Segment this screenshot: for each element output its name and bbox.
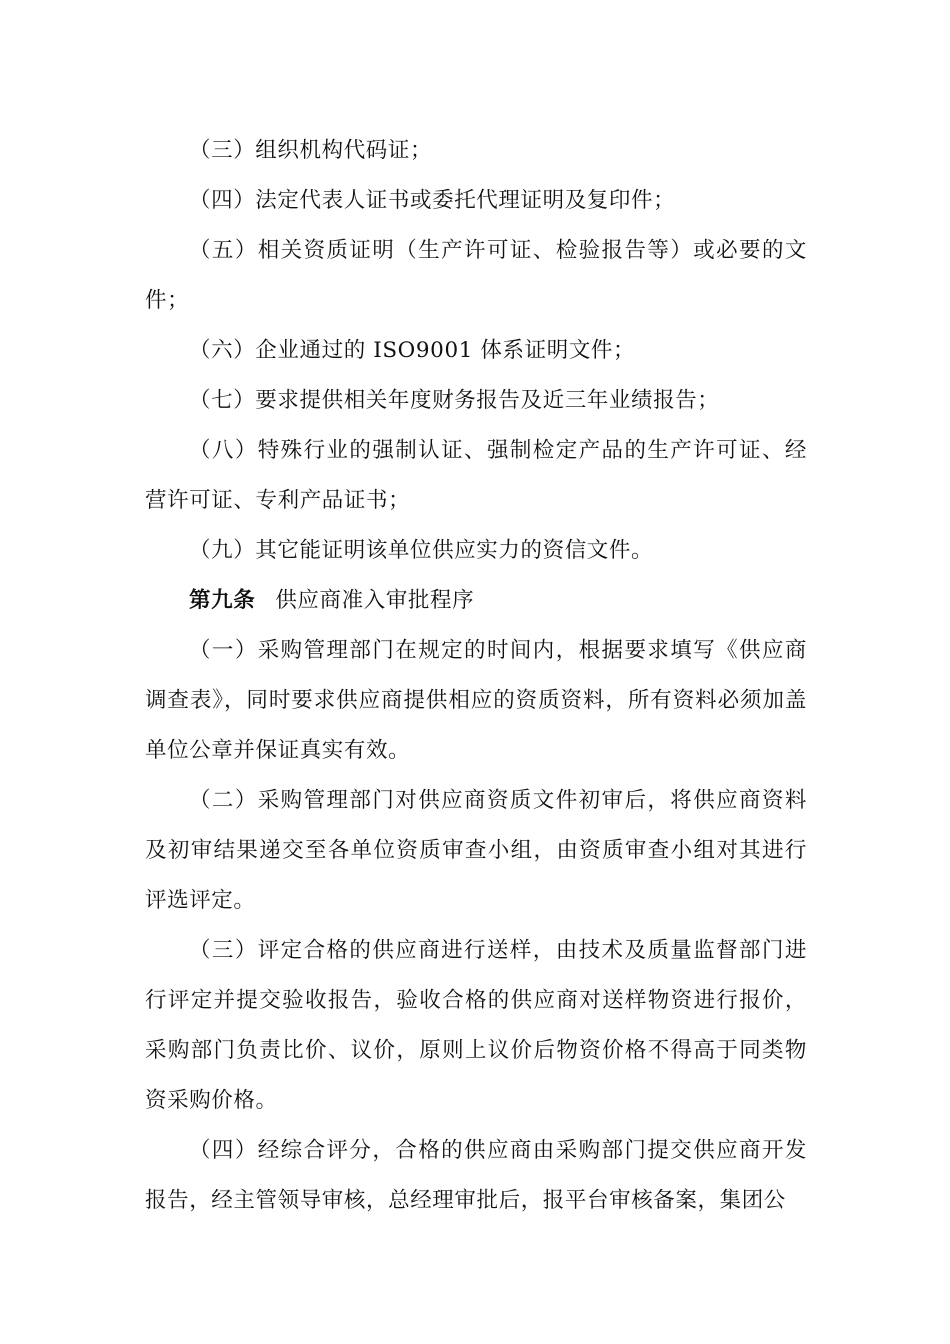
article-heading bbox=[145, 576, 807, 626]
list-item-7: （七）要求提供相关年度财务报告及近三年业绩报告； bbox=[189, 388, 720, 413]
procedure-step-4: （四）经综合评分，合格的供应商由采购部门提交供应商开发报告，经主管领导审核，总经理审批后，报平台审核备案，集团公 bbox=[145, 1138, 807, 1213]
procedure-step-2: （二）采购管理部门对供应商资质文件初审后，将供应商资料及初审结果递交至各单位资质审查小组，由资质审查小组对其进行评选评定。 bbox=[145, 788, 807, 913]
list-item-5: （五）相关资质证明（生产许可证、检验报告等）或必要的文件； bbox=[145, 238, 807, 313]
article-title: 供应商准入审批程序 bbox=[275, 588, 475, 613]
list-item-9: （九）其它能证明该单位供应实力的资信文件。 bbox=[189, 538, 654, 563]
list-item-4: （四）法定代表人证书或委托代理证明及复印件； bbox=[189, 188, 676, 213]
article-number: 第九条 bbox=[189, 588, 256, 613]
list-item-8: （八）特殊行业的强制认证、强制检定产品的生产许可证、经营许可证、专利产品证书； bbox=[145, 438, 807, 513]
list-item-6: （六）企业通过的 ISO9001 体系证明文件； bbox=[189, 338, 636, 363]
document-page bbox=[145, 126, 807, 1226]
procedure-step-1: （一）采购管理部门在规定的时间内，根据要求填写《供应商调查表》，同时要求供应商提供相应的资质资料，所有资料必须加盖单位公章并保证真实有效。 bbox=[145, 638, 807, 763]
list-item-3: （三）组织机构代码证； bbox=[189, 138, 433, 163]
procedure-step-3: （三）评定合格的供应商进行送样，由技术及质量监督部门进行评定并提交验收报告，验收合格的供应商对送样物资进行报价，采购部门负责比价、议价，原则上议价后物资价格不得高于同类物资采购价格。 bbox=[145, 938, 807, 1113]
